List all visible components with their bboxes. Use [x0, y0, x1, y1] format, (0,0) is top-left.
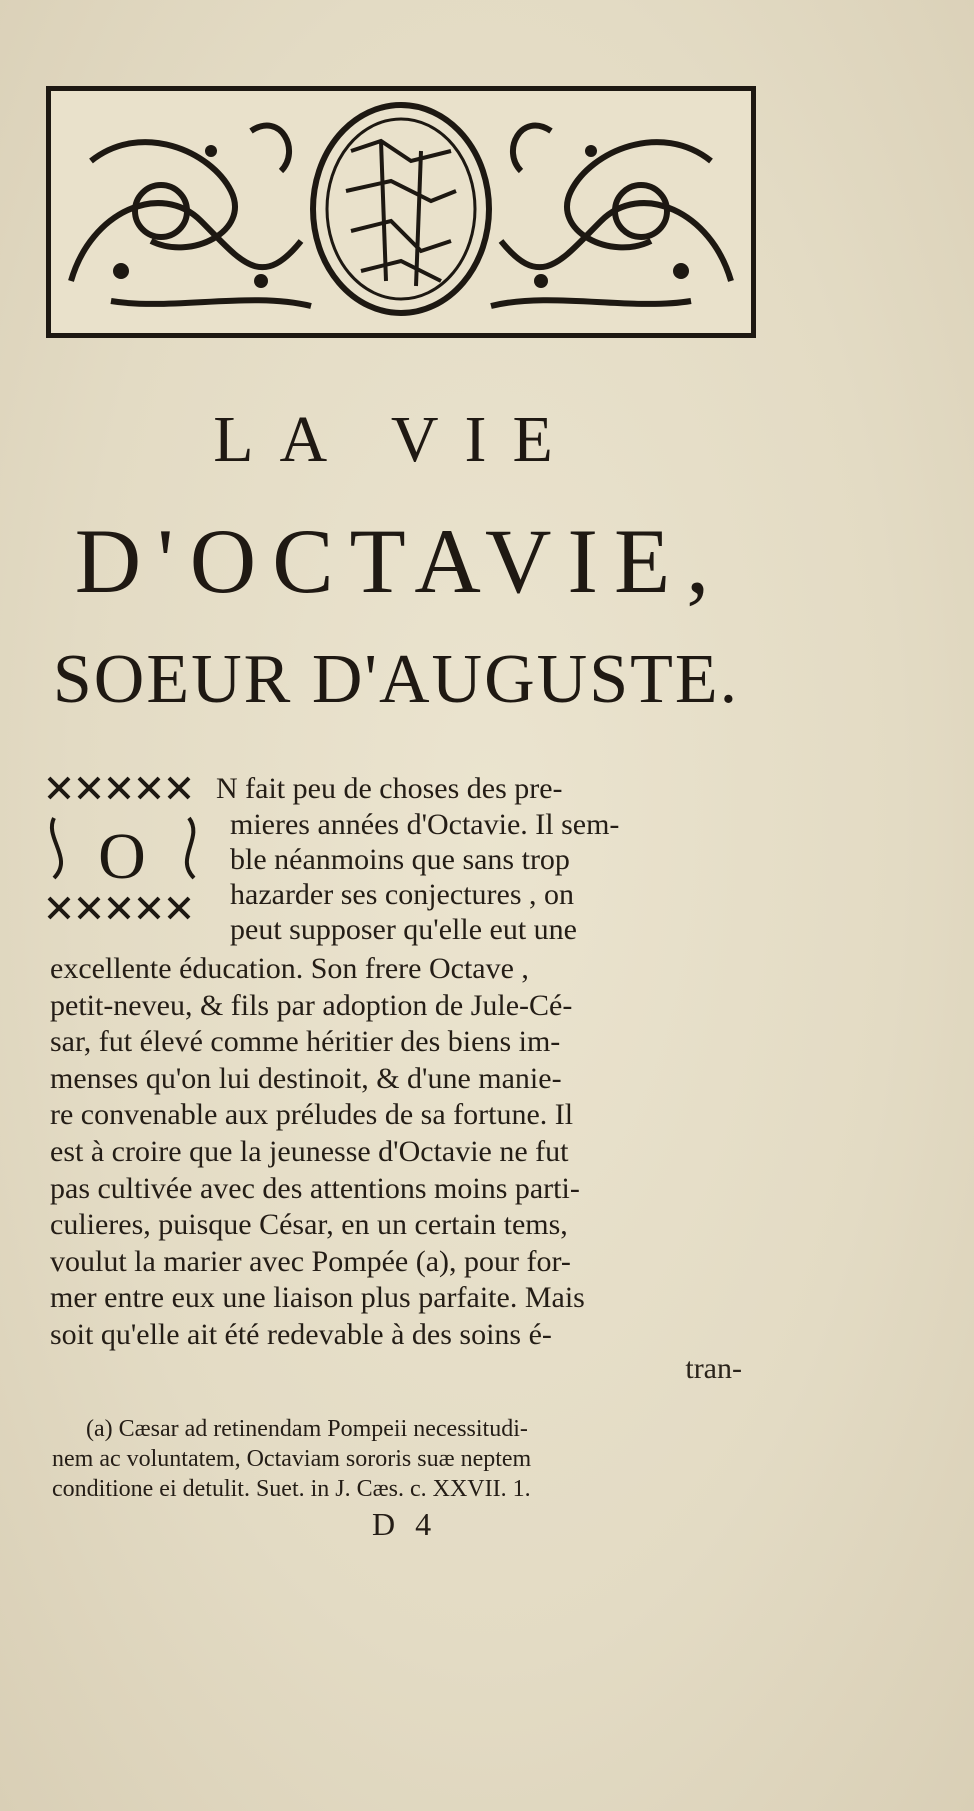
drop-cap: [44, 768, 214, 928]
body-line: sar, fut élevé comme héritier des biens im-: [50, 1025, 561, 1059]
drop-cap-letter: O: [98, 820, 146, 893]
footnote-line: (a) Cæsar ad retinendam Pompeii necessitudi-: [86, 1416, 528, 1442]
body-line: peut supposer qu'elle eut une: [230, 913, 577, 946]
body-line: mer entre eux une liaison plus parfaite. Mais: [50, 1281, 585, 1315]
body-line: re convenable aux préludes de sa fortune. Il: [50, 1098, 574, 1132]
body-line: excellente éducation. Son frere Octave ,: [50, 952, 529, 985]
catchword: tran-: [685, 1352, 742, 1385]
title-line-2: D'OCTAVIE,: [74, 510, 726, 612]
body-line: soit qu'elle ait été redevable à des soins é-: [50, 1318, 552, 1351]
title-line-3: SOEUR D'AUGUSTE.: [52, 641, 740, 718]
body-line: pas cultivée avec des attentions moins parti-: [50, 1171, 580, 1205]
body-line: hazarder ses conjectures , on: [230, 878, 575, 911]
footnote-line: nem ac voluntatem, Octaviam sororis suæ neptem: [52, 1446, 532, 1472]
body-line: culieres, puisque César, en un certain tems,: [50, 1208, 568, 1242]
body-line: est à croire que la jeunesse d'Octavie ne fut: [50, 1135, 569, 1168]
body-line: menses qu'on lui destinoit, & d'une manie-: [50, 1061, 562, 1095]
headpiece-ornament-image: [51, 91, 751, 333]
body-line: N fait peu de choses des pre-: [216, 772, 563, 805]
title-line-1: LA VIE: [213, 403, 579, 476]
ornamental-headpiece: [46, 86, 756, 338]
signature-mark: D 4: [372, 1506, 438, 1542]
body-line: petit-neveu, & fils par adoption de Jule-Cé-: [50, 988, 573, 1022]
drop-cap-frame-ornament: [44, 768, 214, 928]
footnote-line: conditione ei detulit. Suet. in J. Cæs. c. XXVII. 1.: [52, 1476, 531, 1502]
body-line: voulut la marier avec Pompée (a), pour for-: [50, 1244, 571, 1278]
body-line: mieres années d'Octavie. Il sem-: [230, 808, 620, 841]
body-line: ble néanmoins que sans trop: [230, 843, 570, 876]
